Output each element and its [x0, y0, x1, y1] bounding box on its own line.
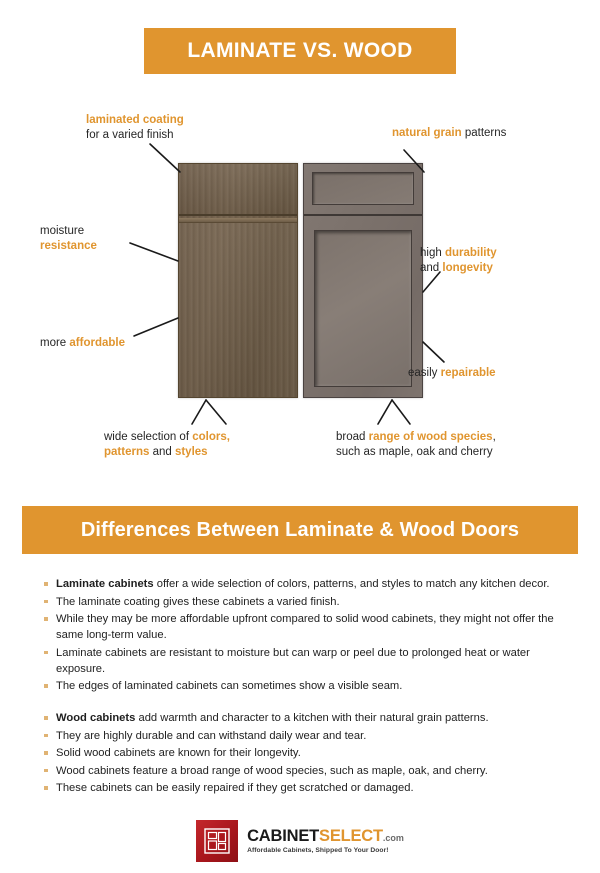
callout-repairable-text: easily [408, 367, 441, 379]
section-banner [22, 506, 578, 554]
bullet-text: Wood cabinets feature a broad range of wood species, such as maple, oak, and cherry. [56, 764, 488, 777]
callout-species-text: broad [336, 431, 369, 443]
logo-tagline: Affordable Cabinets, Shipped To Your Door! [247, 847, 389, 855]
callout-more-affordable [40, 336, 170, 351]
leader-repairable [423, 342, 444, 362]
callout-durability-longevity [420, 246, 570, 275]
bullet-lead-term: Wood cabinets [56, 712, 136, 725]
bullet-lead-term: Laminate cabinets [56, 578, 154, 590]
callout-natural-grain-text: patterns [461, 127, 507, 139]
callout-longevity-text: and [420, 261, 443, 274]
bullet-text: The laminate coating gives these cabinets a varied finish. [56, 595, 340, 608]
bullet-item [44, 611, 564, 643]
callout-species-highlight: range of wood species [368, 431, 493, 443]
leader-laminated-coating [150, 144, 180, 172]
logo-text-block [247, 828, 404, 855]
bullet-text: They are highly durable and can withstand daily wear and tear. [56, 729, 367, 742]
callout-affordable-highlight: affordable [69, 337, 125, 349]
laminate-bullet-list [44, 576, 564, 694]
callout-species-tail: , [492, 431, 496, 443]
bullet-text: These cabinets can be easily repaired if they get scratched or damaged. [56, 782, 414, 795]
callout-laminated-coating-highlight: laminated coating [86, 114, 184, 126]
title-banner-text: LAMINATE VS. WOOD [187, 39, 413, 62]
bullet-text: While they may be more affordable upfront compared to solid wood cabinets, they might not offer the same long-term value. [56, 613, 554, 642]
logo-word-select: SELECT [319, 826, 383, 845]
leader-more-affordable [134, 318, 178, 336]
callout-selection-highlight-colors: colors, [192, 431, 230, 443]
bullet-item [44, 594, 564, 610]
callout-laminated-coating [86, 113, 266, 142]
leader-wide-selection [192, 400, 206, 424]
bullet-text: offer a wide selection of colors, patterns, and styles to match any kitchen decor. [153, 578, 550, 590]
leader-wood-species-2 [392, 400, 410, 424]
callout-laminated-coating-text: for a varied finish [86, 128, 174, 141]
logo-word-com: .com [382, 832, 404, 843]
callout-longevity-highlight: longevity [442, 261, 493, 274]
bullet-text: Solid wood cabinets are known for their longevity. [56, 747, 301, 760]
callout-selection-conjunction: and [149, 445, 175, 458]
bullet-item [44, 678, 564, 694]
callout-selection-highlight-patterns: patterns [104, 445, 150, 458]
callout-durability-text: high [420, 247, 445, 259]
bullet-text: The edges of laminated cabinets can sometimes show a visible seam. [56, 680, 403, 693]
bullet-item [44, 745, 564, 761]
callout-moisture-text: moisture [40, 225, 85, 237]
bullet-item [44, 710, 564, 726]
bullet-item [44, 576, 564, 592]
bullet-item [44, 763, 564, 779]
leader-natural-grain [404, 150, 424, 172]
footer-logo[interactable] [0, 818, 600, 864]
bullet-text: Laminate cabinets are resistant to moisture but can warp or peel due to prolonged heat or water exposure. [56, 646, 530, 675]
callout-natural-grain [392, 126, 562, 141]
callout-moisture-resistance [40, 224, 160, 253]
bullet-item [44, 728, 564, 744]
leader-wood-species [378, 400, 392, 424]
logo-wordmark [247, 828, 404, 845]
leader-wide-selection-2 [206, 400, 226, 424]
callout-wide-selection [104, 430, 279, 459]
callout-selection-highlight-styles: styles [174, 445, 208, 458]
wood-bullet-list [44, 710, 564, 796]
bullet-item [44, 780, 564, 796]
bullet-item [44, 645, 564, 677]
bullet-text: add warmth and character to a kitchen with their natural grain patterns. [135, 712, 489, 725]
cabinetselect-logo-icon [196, 820, 238, 862]
callout-easily-repairable [408, 366, 568, 381]
callout-affordable-text: more [40, 337, 70, 349]
callout-wood-species [336, 430, 536, 459]
callout-species-line2: such as maple, oak and cherry [336, 445, 493, 458]
callout-selection-text: wide selection of [104, 431, 193, 443]
callout-repairable-highlight: repairable [440, 367, 496, 379]
logo-word-cabinet: CABINET [247, 826, 320, 845]
section-banner-text: Differences Between Laminate & Wood Doors [80, 518, 520, 541]
callout-natural-grain-highlight: natural grain [392, 127, 462, 139]
callout-durability-highlight: durability [444, 247, 497, 259]
differences-content [44, 576, 564, 798]
callout-moisture-highlight: resistance [40, 239, 97, 252]
